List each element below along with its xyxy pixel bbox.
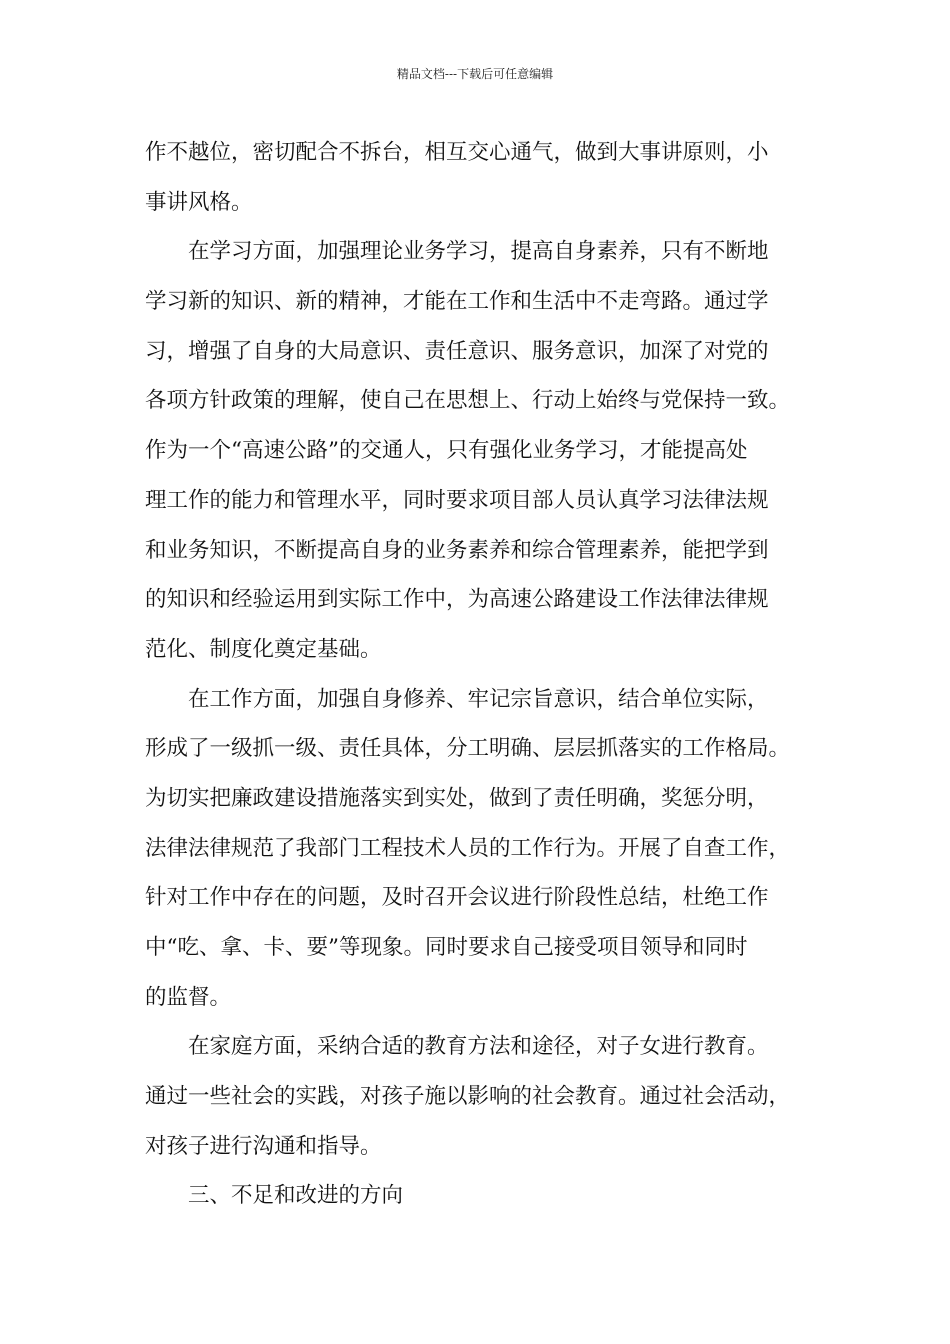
text-line: 的知识和经验运用到实际工作中，为高速公路建设工作法律法律规 [145, 587, 769, 613]
text-line: 法律法律规范了我部门工程技术人员的工作行为。开展了自查工作， [145, 835, 791, 861]
text-line: 习，增强了自身的大局意识、责任意识、服务意识，加深了对党的 [145, 338, 769, 364]
section-heading: 三、不足和改进的方向 [188, 1183, 404, 1209]
text-line: 对孩子进行沟通和指导。 [145, 1133, 382, 1159]
text-line: 的监督。 [145, 984, 232, 1010]
document-body [145, 128, 810, 1221]
text-line: 学习新的知识、新的精神，才能在工作和生活中不走弯路。通过学 [145, 289, 769, 315]
text-line: 事讲风格。 [145, 189, 253, 215]
paragraph-first-line: 在家庭方面，采纳合适的教育方法和途径，对子女进行教育。 [188, 1034, 769, 1060]
text-line: 中“吃、拿、卡、要”等现象。同时要求自己接受项目领导和同时 [145, 935, 748, 960]
text-line: 和业务知识，不断提高自身的业务素养和综合管理素养，能把学到 [145, 537, 769, 563]
text-line: 为切实把廉政建设措施落实到实处，做到了责任明确，奖惩分明， [145, 785, 769, 811]
text-line: 作为一个“高速公路”的交通人，只有强化业务学习，才能提高处 [145, 438, 748, 464]
text-line: 针对工作中存在的问题，及时召开会议进行阶段性总结，杜绝工作 [145, 885, 769, 911]
paragraph-first-line: 在工作方面，加强自身修养、牢记宗旨意识，结合单位实际， [188, 686, 769, 712]
page-header: 精品文档---下载后可任意编辑 [396, 67, 554, 81]
text-line: 理工作的能力和管理水平，同时要求项目部人员认真学习法律法规 [145, 487, 769, 513]
text-line: 形成了一级抓一级、责任具体，分工明确、层层抓落实的工作格局。 [145, 736, 791, 762]
text-line: 作不越位，密切配合不拆台，相互交心通气，做到大事讲原则，小 [145, 140, 769, 165]
paragraph-first-line: 在学习方面，加强理论业务学习，提高自身素养，只有不断地 [188, 239, 769, 265]
text-line: 各项方针政策的理解，使自己在思想上、行动上始终与党保持一致。 [145, 388, 791, 414]
text-line: 范化、制度化奠定基础。 [145, 636, 382, 662]
text-line: 通过一些社会的实践，对孩子施以影响的社会教育。通过社会活动， [145, 1084, 791, 1110]
